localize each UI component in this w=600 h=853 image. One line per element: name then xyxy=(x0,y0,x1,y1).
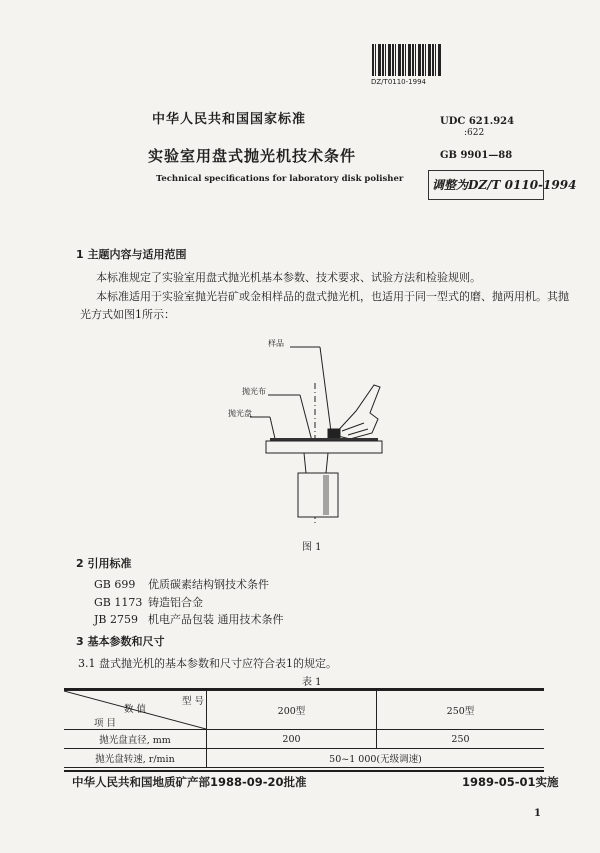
ref-name: 机电产品包装 通用技术条件 xyxy=(148,613,284,626)
label-cloth: 抛光布 xyxy=(242,387,266,396)
row-item: 抛光盘直径, mm xyxy=(64,730,207,749)
barcode xyxy=(372,44,442,76)
params-table xyxy=(64,690,544,768)
title-en: Technical specifications for laboratory disk polisher xyxy=(156,174,404,184)
ref-code: GB 1173 xyxy=(94,596,143,609)
hdr-item: 项 目 xyxy=(94,718,117,729)
ref-name: 优质碳素结构钢技术条件 xyxy=(148,578,269,591)
label-sample: 样品 xyxy=(268,339,284,348)
col-200: 200型 xyxy=(207,691,377,730)
section-3-heading: 3 基本参数和尺寸 xyxy=(76,635,165,648)
title-cn: 实验室用盘式抛光机技术条件 xyxy=(148,147,357,165)
label-disk: 抛光盘 xyxy=(228,409,252,418)
section-2-heading: 2 引用标准 xyxy=(76,557,132,570)
approval-line: 中华人民共和国地质矿产部1988-09-20批准 xyxy=(72,775,307,789)
row-value: 200 xyxy=(207,730,377,749)
barcode-id: DZ/T0110-1994 xyxy=(371,78,426,86)
footer-rule xyxy=(64,770,544,772)
revision-stamp: 调整为DZ/T 0110-1994 xyxy=(432,178,577,192)
gb-number: GB 9901—88 xyxy=(440,150,513,161)
standard-org: 中华人民共和国国家标准 xyxy=(152,112,307,127)
table-title: 表 1 xyxy=(302,677,322,688)
row-item: 抛光盘转速, r/min xyxy=(64,749,207,768)
section-1-para-2b: 光方式如图1所示： xyxy=(80,308,175,321)
polishing-disk xyxy=(266,441,382,453)
section-1-heading: 1 主题内容与适用范围 xyxy=(76,248,187,261)
section-3-1-text: 3.1 盘式抛光机的基本参数和尺寸应符合表1的规定。 xyxy=(78,657,337,670)
motor xyxy=(298,473,338,517)
udc-code: UDC 621.924 xyxy=(440,116,515,127)
figure-caption: 图 1 xyxy=(302,542,322,553)
ref-name: 铸造铝合金 xyxy=(148,596,203,609)
page-number: 1 xyxy=(534,808,541,819)
hdr-type: 型 号 xyxy=(182,696,205,707)
col-250: 250型 xyxy=(377,691,545,730)
effective-date: 1989-05-01实施 xyxy=(462,775,559,789)
row-value: 250 xyxy=(377,730,545,749)
polisher-figure xyxy=(230,335,390,535)
table-header-diagonal xyxy=(64,691,207,730)
ref-code: GB 699 xyxy=(94,578,136,591)
udc-code-sub: :622 xyxy=(464,128,485,138)
ref-code: JB 2759 xyxy=(94,613,138,626)
section-1-para-1: 本标准规定了实验室用盘式抛光机基本参数、技术要求、试验方法和检验规则。 xyxy=(96,271,481,284)
section-1-para-2a: 本标准适用于实验室抛光岩矿或金相样品的盘式抛光机，也适用于同一型式的磨、抛两用机。其抛 xyxy=(96,290,569,303)
hdr-value: 数 值 xyxy=(124,704,147,715)
row-value-span: 50~1 000(无级调速) xyxy=(207,749,545,768)
